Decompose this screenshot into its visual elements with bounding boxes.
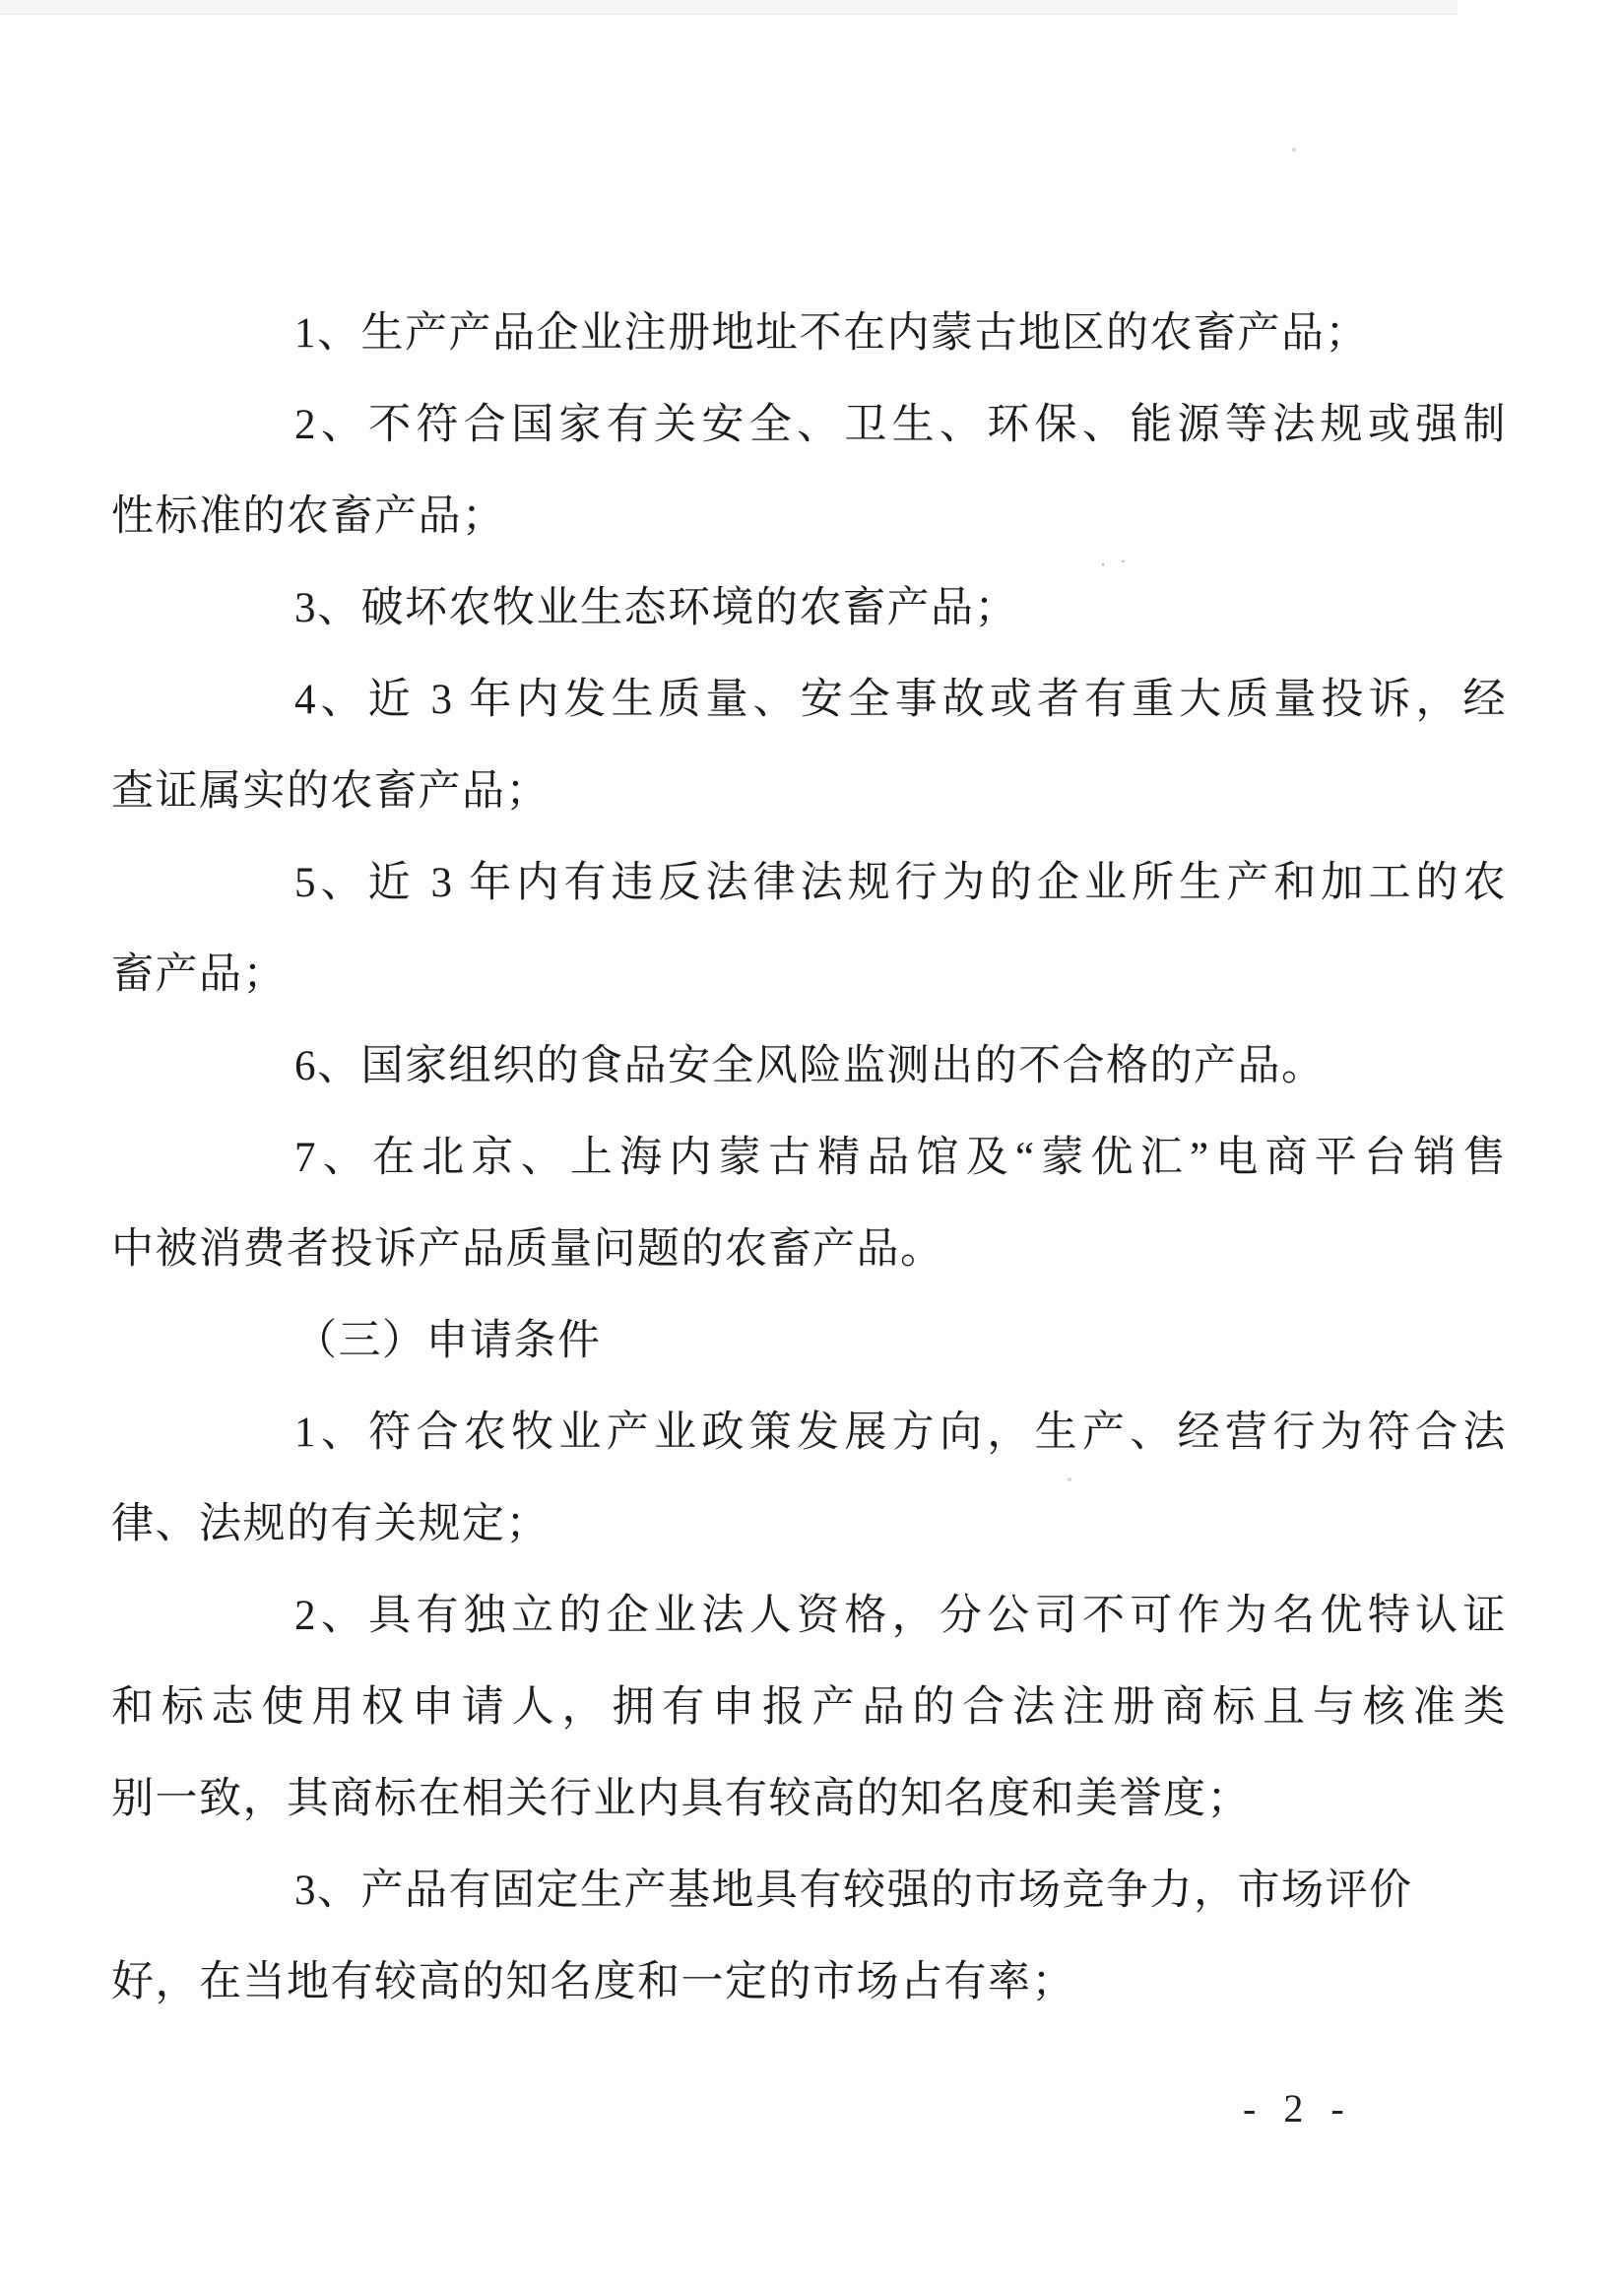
doc-line: 别一致，其商标在相关行业内具有较高的知名度和美誉度； (111, 1776, 1251, 1822)
scan-speck (1292, 148, 1296, 152)
doc-line: 好，在当地有较高的知名度和一定的市场占有率； (111, 1959, 1075, 2005)
doc-line: 和标志使用权申请人，拥有申报产品的合法注册商标且与核准类 (111, 1684, 1507, 1731)
doc-line: 1、生产产品企业注册地址不在内蒙古地区的农畜产品； (294, 310, 1369, 357)
doc-line: 2、具有独立的企业法人资格，分公司不可作为名优特认证 (294, 1593, 1507, 1639)
doc-line: 畜产品； (111, 951, 287, 998)
doc-line: 律、法规的有关规定； (111, 1501, 550, 1547)
doc-line: 中被消费者投诉产品质量问题的农畜产品。 (111, 1226, 944, 1273)
doc-line: 5、近 3 年内有违反法律法规行为的企业所生产和加工的农 (294, 860, 1507, 906)
page-number: - 2 - (1243, 2086, 1353, 2131)
document-body (111, 288, 1507, 2028)
doc-line: 1、符合农牧业产业政策发展方向，生产、经营行为符合法 (294, 1410, 1507, 1456)
scan-smudge: . · (1099, 546, 1133, 574)
doc-line: 7、在北京、上海内蒙古精品馆及“蒙优汇”电商平台销售 (294, 1135, 1507, 1181)
scan-top-edge (0, 0, 1458, 15)
doc-line: 性标准的农畜产品； (111, 493, 506, 540)
doc-line: 6、国家组织的食品安全风险监测出的不合格的产品。 (294, 1043, 1326, 1089)
doc-line: 查证属实的农畜产品； (111, 768, 550, 815)
doc-line: 2、不符合国家有关安全、卫生、环保、能源等法规或强制 (294, 402, 1507, 448)
doc-line: 3、产品有固定生产基地具有较强的市场竞争力，市场评价 (294, 1868, 1413, 1914)
doc-line: 4、近 3 年内发生质量、安全事故或者有重大质量投诉，经 (294, 677, 1507, 723)
doc-line: 3、破坏农牧业生态环境的农畜产品； (294, 585, 1018, 631)
doc-line section-heading: （三）申请条件 (294, 1318, 602, 1364)
scan-speck (1068, 1477, 1071, 1481)
